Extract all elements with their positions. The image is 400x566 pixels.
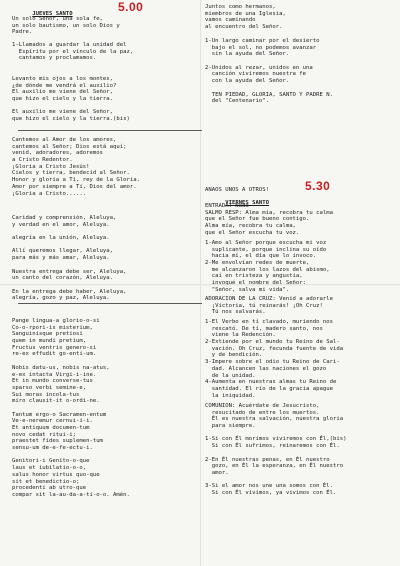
text-line: 2-En Él nuestras penas, en Él nuestro (205, 456, 330, 463)
text-line: ¡Gloria a Cristo Jesús! (12, 163, 90, 170)
entrada-salmo (205, 203, 395, 236)
text-line: venid, adoradores, adoremos (12, 150, 103, 157)
text-line: Fructus ventris genero-si (12, 344, 97, 351)
text-line: ¡Gloria a Cristo...... (12, 190, 87, 197)
text-line: a Cristo Redentor. (12, 157, 73, 164)
text-line: canción viviremos nuestra fe (205, 71, 307, 78)
text-line: viene la Redención. (205, 332, 276, 339)
time-marker-jueves: 5.00 (118, 0, 144, 14)
text-line: En la entrega debe haber, Aleluya, (12, 288, 127, 295)
text-line: con la ayuda del Señor. (205, 78, 290, 85)
text-line: la iniquidad. (205, 392, 256, 399)
text-line: Genitori-i Genito-o-que (12, 458, 90, 465)
text-line: salus honor virtus quo-que (12, 471, 100, 478)
text-line: santidad. El río de la gracia apague (205, 385, 333, 392)
text-line: resucitado de entre los muertos. (205, 409, 320, 416)
text-line: al encuentro del Señor. (205, 24, 283, 31)
text-line: COMUNION: Acuérdate de Jesucristo, (205, 403, 320, 409)
section-title: VIERNES SANTO (225, 199, 269, 206)
verse-1 (12, 42, 202, 62)
text-line: Cantemos al Amor de los amores, (12, 137, 117, 143)
text-line: suplicante, porque inclina su oído (205, 246, 327, 253)
text-line: Un solo Señor, una sola fe, (12, 16, 103, 22)
text-line: Allí queremos llegar, Aleluya, (12, 248, 114, 255)
text-line: Sui moras incola-tus (12, 391, 80, 398)
hymn-cantemos (12, 137, 202, 197)
time-marker-viernes: 5.30 (305, 179, 331, 193)
text-line (12, 452, 202, 459)
text-line: 2-Me envolvían redes de muerte, (205, 260, 310, 267)
text-line: Caridad y comprensión, Aleluya, (12, 215, 117, 221)
text-line (205, 58, 395, 65)
text-line: Nobis datu-us, nobis na-atus, (12, 364, 110, 371)
text-line: Cielos y tierra, bendecid al Señor. (12, 170, 130, 177)
text-line: Juntos como hermanos, (205, 4, 276, 10)
text-line: laus et iubilatio-o-o, (12, 465, 87, 472)
text-line: y de bendición. (205, 352, 263, 359)
text-line: un canto del corazón, Aleluya. (12, 275, 114, 282)
text-line: ¡Victoria, tú reinarás! ¡Oh Cruz! (205, 302, 323, 309)
text-line: dad. Alcancen las naciones el gozo (205, 365, 327, 372)
text-line: 1-Un largo caminar por el desierto (205, 38, 320, 44)
text-line: 4-Aumenta en nuestras almas tu Reino de (205, 379, 337, 386)
text-line: rescató. De tí, madero santo, nos (205, 325, 323, 332)
psalm-block (12, 76, 202, 123)
text-line (205, 85, 395, 92)
text-line: Nuestra entrega debe ser, Aleluya, (12, 268, 127, 275)
text-line: sensu-um de-e-fe-ectu-i. (12, 445, 93, 452)
text-line: e-ex intacta Virgi-i-ine. (12, 371, 97, 378)
text-line: 1-El Verbo en tí clavado, muriendo nos (205, 319, 333, 325)
text-line: TEN PIEDAD, GLORIA, SANTO Y PADRE N. (205, 91, 333, 98)
juntos-verses (205, 38, 395, 105)
intro-verse (12, 16, 202, 36)
text-line: El auxilio me viene del Señor, (12, 89, 114, 96)
text-line: hacia mí, el día que lo invoco. (205, 253, 317, 260)
text-line: invoqué el nombre del Señor: (205, 280, 307, 287)
text-line: alegría en la unión, Aleluya. (12, 235, 110, 242)
hymn-pange-lingua (12, 318, 202, 499)
text-line: Padre. (12, 29, 33, 36)
text-line: compar sit la-au-da-a-ti-o-o. Amén. (12, 491, 130, 498)
text-line: Amor por siempre a Ti, Dios del amor. (12, 183, 137, 190)
adoracion-cruz (205, 296, 395, 316)
text-line: alegría, gozo y paz, Aleluya. (12, 295, 110, 302)
text-line: ADORACION DE LA CRUZ: Venid a adorarle (205, 296, 333, 302)
text-line: El auxilio me viene del Señor, (12, 109, 114, 116)
text-line: 1-Amo al Señor porque escucha mi voz (205, 240, 327, 246)
text-line (12, 262, 202, 269)
text-line: Levanto mis ojos a los montes, (12, 76, 114, 82)
left-column (12, 0, 202, 566)
text-line: amor. (205, 469, 229, 476)
text-line: Si con Él sufrimos, reinaremos con Él. (205, 443, 340, 450)
text-line: de la unidad. (205, 372, 256, 379)
salmo-verses (205, 240, 395, 294)
text-line: 3-Impere sobre el odio tu Reino de Cari- (205, 359, 340, 366)
text-line: cantemos al Señor; Dios está aquí; (12, 143, 127, 150)
text-line: Pange lingua-a glorio-o-si (12, 318, 100, 324)
text-line: praestet fides suplemen-tum (12, 438, 103, 445)
text-line: Si con Él vivimos, ya vivimos con Él. (205, 489, 337, 496)
victoria-verses (205, 319, 395, 399)
text-line: para siempre. (205, 423, 256, 430)
text-line: 2-Extiende por el mundo tu Reino de Sal- (205, 339, 340, 346)
text-line (205, 450, 395, 457)
text-line: 2-Unidos al rezar, unidos en una (205, 64, 313, 71)
text-line: Honor y gloria a Ti, rey de la Gloria. (12, 177, 140, 184)
text-line: para más y más amar, Aleluya. (12, 255, 110, 262)
text-line: bajo el sol, no podemos avanzar (205, 44, 317, 51)
text-line: vación. Oh Cruz, fecunda fuente de vida (205, 345, 344, 352)
text-line: caí en tristeza y angustia, (205, 273, 303, 280)
text-line: Co-o-rpori-is misterium, (12, 324, 93, 331)
text-line: Tantum ergo-o Sacramen-entum (12, 411, 107, 418)
text-line (12, 358, 202, 365)
text-line: gozo, en Él la esperanza, en Él nuestro (205, 463, 344, 470)
text-line: cantamos y proclamamos. (12, 55, 97, 62)
text-line: que hizo el cielo y la tierra.(bis) (12, 116, 130, 123)
divider-line (18, 130, 202, 131)
text-line: Et antiquum documen-tum (12, 425, 90, 431)
text-line: miro clausit-it o-ordi-ne. (12, 398, 100, 405)
text-line: que hizo el cielo y la tierra. (12, 96, 114, 103)
text-line: Espíritu por el vínculo de la paz, (12, 48, 134, 55)
comunion (205, 403, 395, 497)
text-line: miembros de una Iglesia, (205, 10, 286, 17)
text-line: sit et benedictio-o; (12, 478, 80, 485)
text-line: que el Señor fue bueno contigo. (205, 216, 310, 223)
section-title: JUEVES SANTO (32, 10, 73, 17)
text-line: quem in mundi pretium, (12, 338, 87, 345)
text-line: SALMO RESP: Alma mía, recobra tu calma (205, 209, 333, 216)
text-line: que el Señor escucha tu voz. (205, 229, 300, 236)
text-line: sin la ayuda del Señor. (205, 51, 290, 58)
text-line (12, 103, 202, 110)
text-line: re-ex effudit go-enti-um. (12, 351, 97, 358)
text-line: 1-Llamados a guardar la unidad del (12, 42, 127, 48)
text-line: Tú nos salvarás. (205, 309, 266, 316)
juntos-refrain (205, 4, 395, 31)
text-line: del "Centenario". (205, 98, 269, 105)
section-banner: ANAOS UNOS A OTROS! (205, 187, 269, 194)
text-line: Él es nuestra salvación, nuestra gloria (205, 416, 344, 423)
text-line: Ve-e-neremur cernui-i-i. (12, 418, 93, 425)
text-line: 1-Si con Él morimos viviremos con Él,(bis) (205, 436, 347, 443)
right-column (205, 0, 395, 566)
text-line (12, 405, 202, 412)
text-line: me alcanzaron los lazos del abismo, (205, 266, 330, 273)
text-line: y verdad en el amor, Aleluya. (12, 221, 110, 228)
text-line: ¿de dónde me vendrá el auxilio? (12, 82, 117, 89)
text-line: "Señor, salva mi vida". (205, 286, 290, 293)
text-line: Sanguinisque pretiosi (12, 331, 83, 338)
text-line: procedenti ab utro-que (12, 485, 87, 492)
text-line: Et in mundo converse-tus (12, 378, 93, 385)
text-line: 3-Si el amor nos une una somos con Él. (205, 483, 333, 490)
text-line: ENTRADA: Nada (205, 203, 249, 209)
text-line: sparso verbi semine-e, (12, 384, 87, 391)
text-line: Alma mía, recobra tu calma, (205, 223, 296, 230)
text-line: vamos caminando (205, 17, 256, 24)
text-line: un solo bautismo, un solo Dios y (12, 22, 120, 29)
hymn-caridad (12, 215, 202, 302)
text-line: novo cedat ritui-i; (12, 431, 76, 438)
divider-line (18, 303, 202, 304)
text-line (12, 282, 202, 289)
